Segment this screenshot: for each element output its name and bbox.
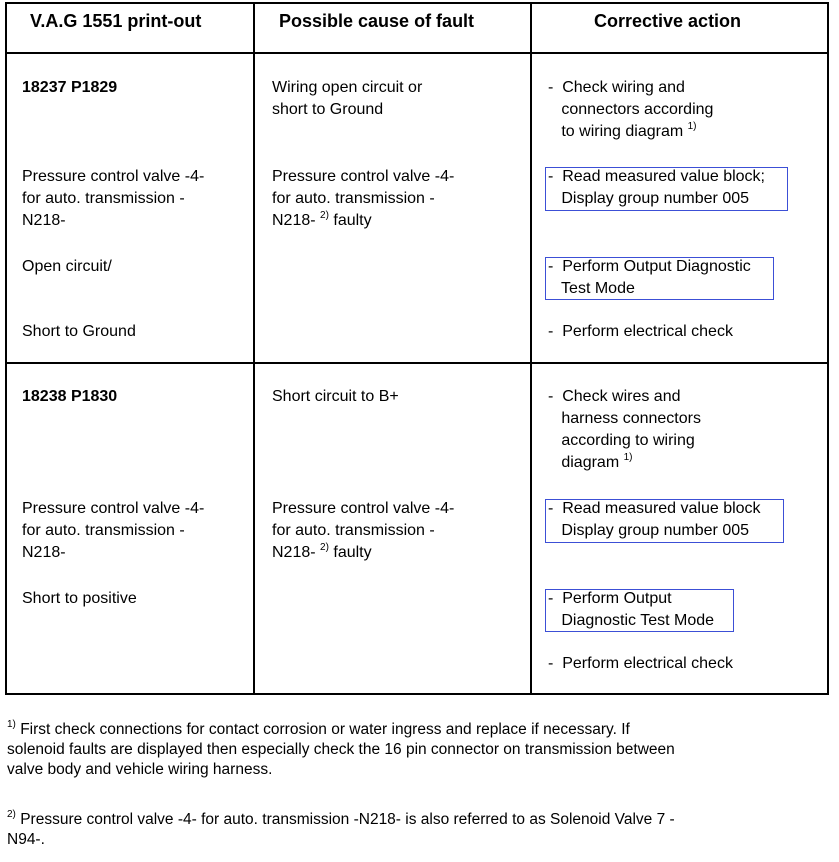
table-border-right <box>827 2 829 695</box>
row-divider <box>5 362 829 364</box>
table-border-left <box>5 2 7 695</box>
column-divider-1 <box>253 2 255 695</box>
action-1c[interactable]: - Perform Output Diagnostic Test Mode <box>548 258 751 297</box>
header-divider <box>5 52 829 54</box>
action-1a: - Check wiring and connectors according to wiring diagram $^{1)}$ <box>548 79 714 140</box>
cause-2a: Short circuit to B+ <box>272 388 399 405</box>
cause-2b: Pressure control valve -4- for auto. transmission - N218- $^{2)}$ faulty <box>272 500 455 561</box>
header-action: Corrective action <box>594 11 742 31</box>
component-2: Pressure control valve -4- for auto. transmission - N218- <box>22 500 205 561</box>
component-1: Pressure control valve -4- for auto. transmission - N218- <box>22 168 205 229</box>
fault-code-2: 18238 P1830 <box>22 388 118 405</box>
table-border-top <box>5 2 829 4</box>
fault-code-1: 18237 P1829 <box>22 79 118 96</box>
header-printout: V.A.G 1551 print-out <box>30 11 202 31</box>
column-divider-2 <box>530 2 532 695</box>
footnote-2: $^{2)}$ Pressure control valve -4- for auto. transmission -N218- is also referred to as Solenoid Valve 7 - N94-. <box>7 809 675 848</box>
fault-mode-2: Short to Ground <box>22 323 136 340</box>
action-2b[interactable]: - Read measured value block Display group number 005 <box>548 500 761 539</box>
header-cause: Possible cause of fault <box>279 11 475 31</box>
action-2d: - Perform electrical check <box>548 655 733 672</box>
cause-1b: Pressure control valve -4- for auto. transmission - N218- $^{2)}$ faulty <box>272 168 455 229</box>
action-1b[interactable]: - Read measured value block; Display group number 005 <box>548 168 765 207</box>
action-2a: - Check wires and harness connectors according to wiring diagram $^{1)}$ <box>548 388 701 471</box>
action-2c[interactable]: - Perform Output Diagnostic Test Mode <box>548 590 715 629</box>
fault-mode-3: Short to positive <box>22 590 137 607</box>
fault-mode-1: Open circuit/ <box>22 258 112 275</box>
footnote-1: $^{1)}$ First check connections for contact corrosion or water ingress and replace if necessary. If solenoid faults are displayed then especially check the 16 pin connector on transmission between valve body and vehicle wiring harness. <box>7 719 675 778</box>
cause-1a: Wiring open circuit or short to Ground <box>272 79 423 118</box>
table-border-bottom <box>5 693 829 695</box>
action-1d: - Perform electrical check <box>548 323 733 340</box>
